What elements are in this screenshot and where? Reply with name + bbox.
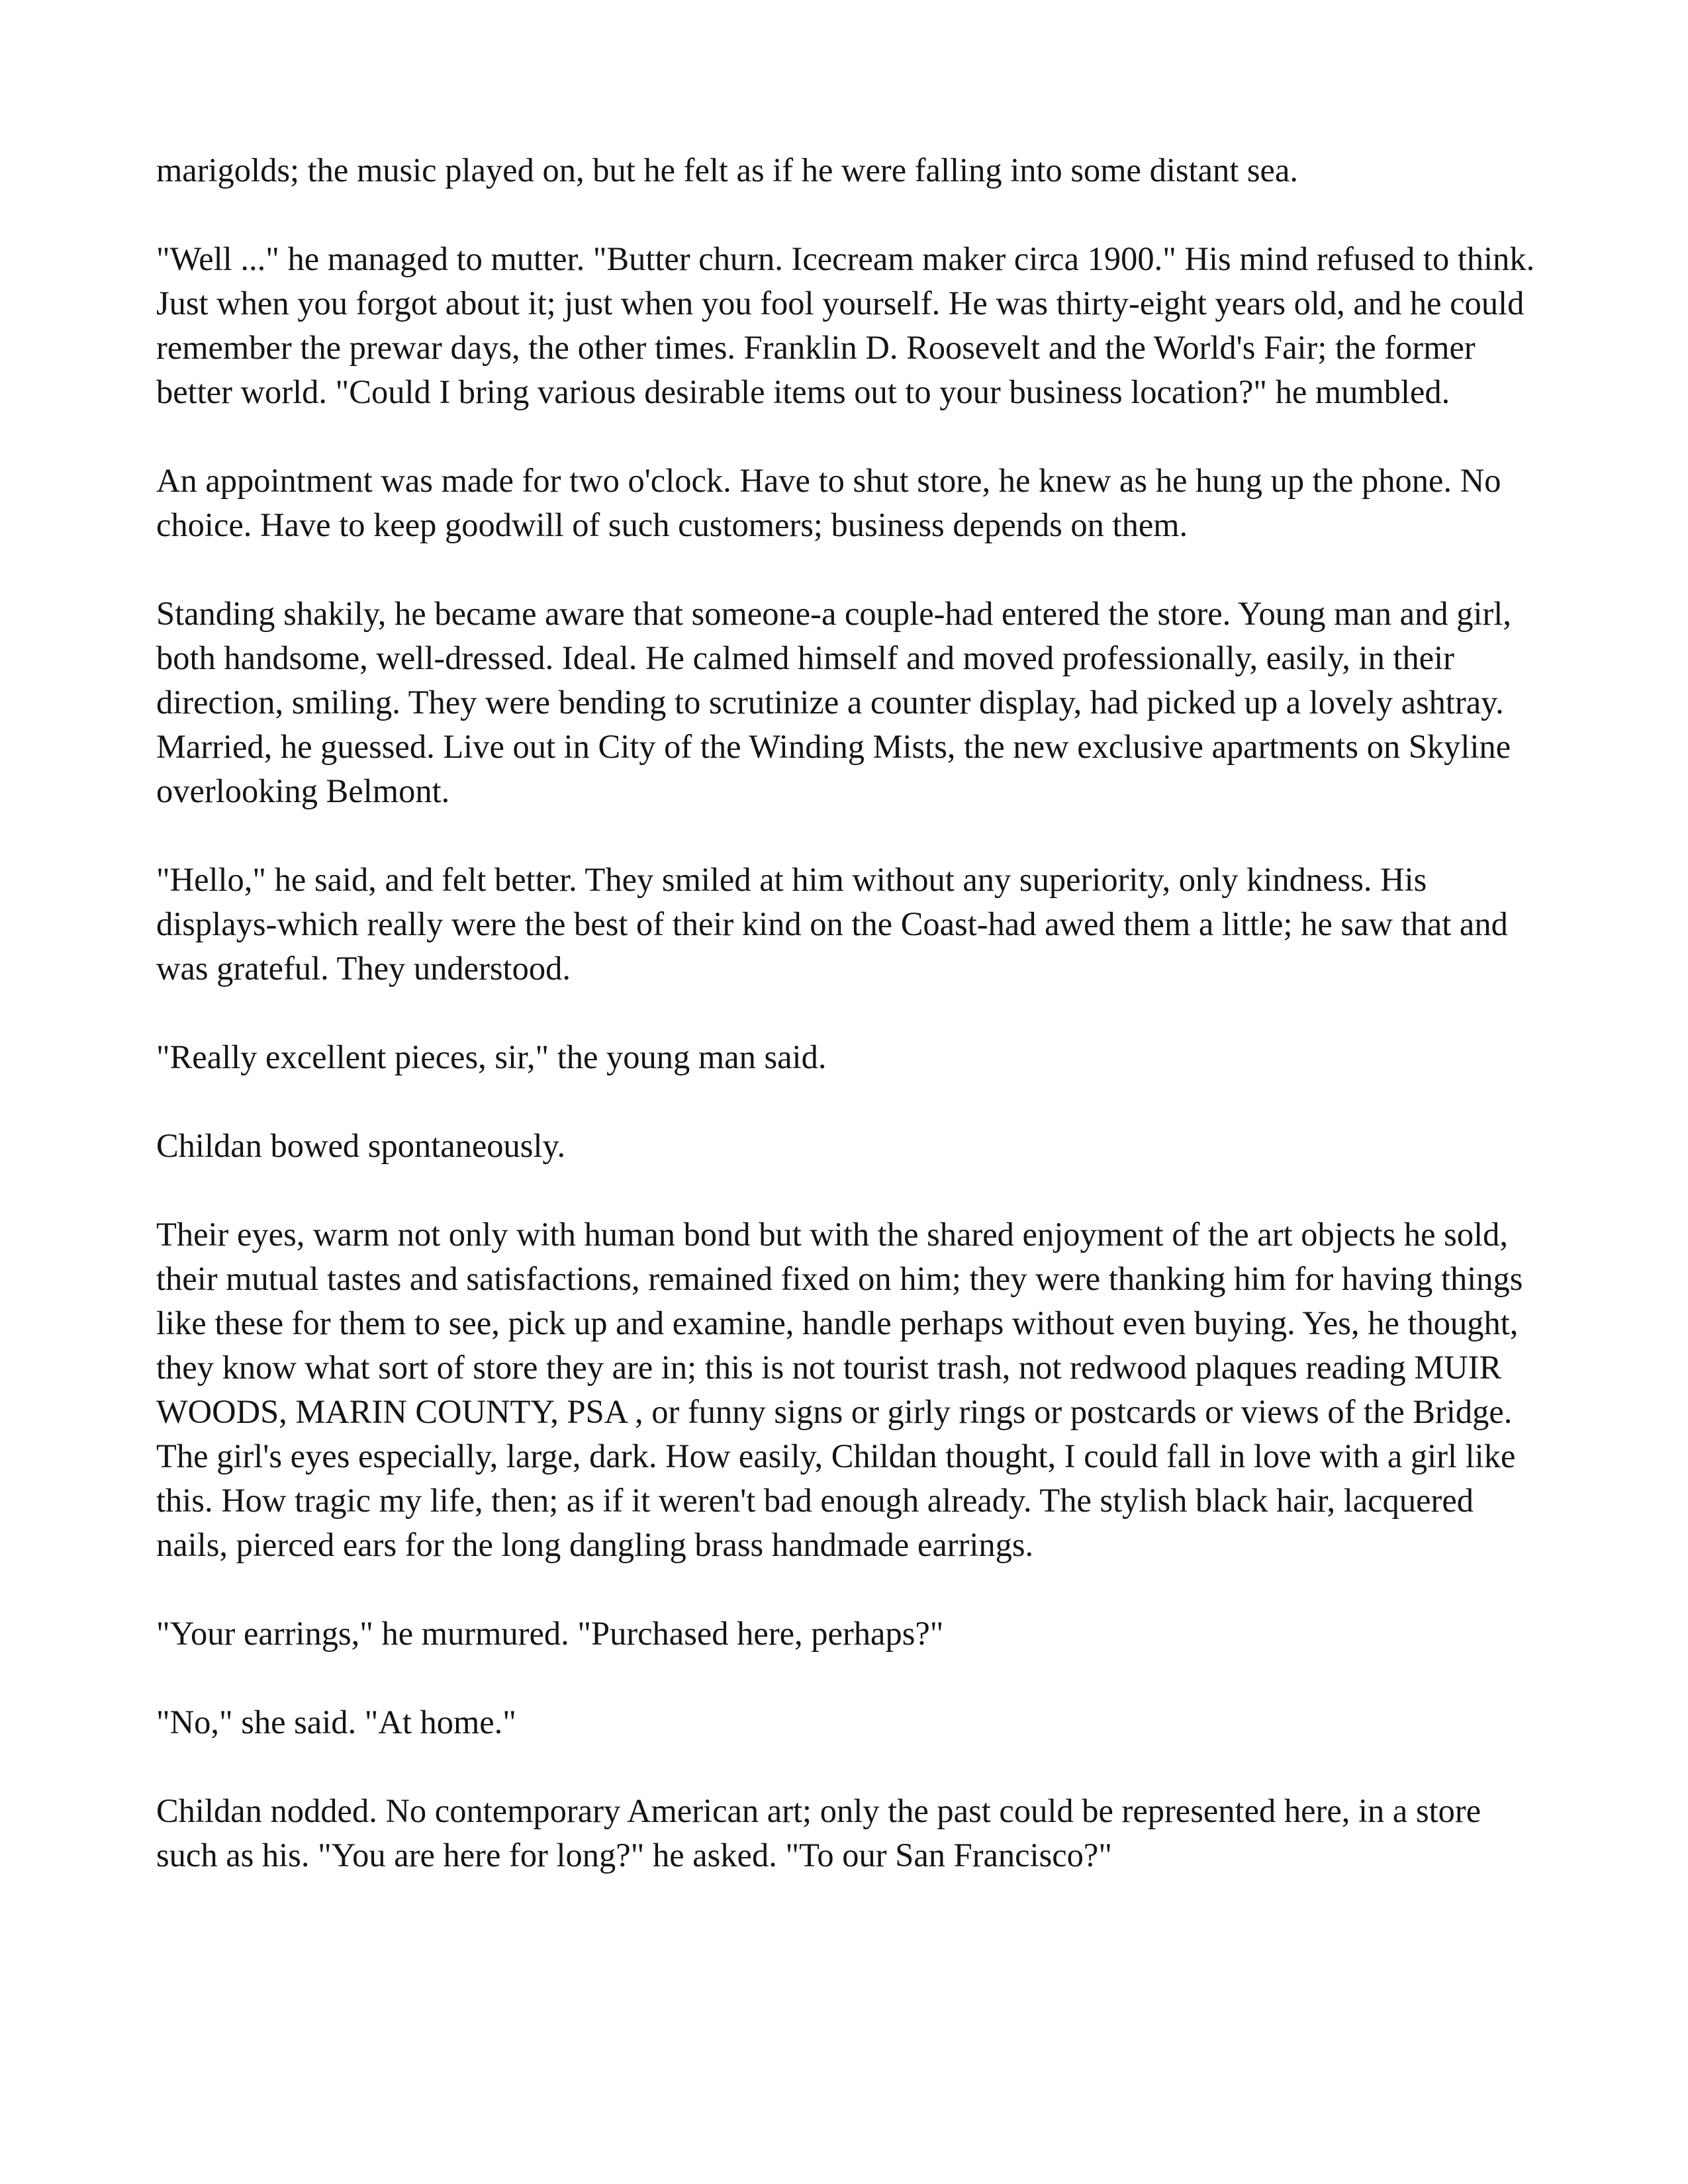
paragraph-2: "Well ..." he managed to mutter. "Butter churn. Icecream maker circa 1900." His mind refused to think. Just when you forgot about it; just when you fool yourself. He was thirty-eight years old, and he could remember the prewar days, the other times. Franklin D. Roosevelt and the World's Fair; the former better world. "Could I bring various desirable items out to your business location?" he mumbled. xyxy=(156,240,1535,410)
paragraph-6: "Really excellent pieces, sir," the young man said. xyxy=(156,1038,827,1075)
paragraph-11: Childan nodded. No contemporary American art; only the past could be represented here, in a store such as his. "You are here for long?" he asked. "To our San Francisco?" xyxy=(156,1792,1481,1874)
paragraph-3: An appointment was made for two o'clock. Have to shut store, he knew as he hung up the phone. No choice. Have to keep goodwill of such customers; business depends on them. xyxy=(156,462,1501,543)
text-body xyxy=(156,148,1540,1922)
paragraph-10: "No," she said. "At home." xyxy=(156,1704,516,1741)
paragraph-1: marigolds; the music played on, but he felt as if he were falling into some distant sea. xyxy=(156,152,1298,189)
paragraph-7: Childan bowed spontaneously. xyxy=(156,1127,566,1164)
paragraph-5: "Hello," he said, and felt better. They smiled at him without any superiority, only kindness. His displays-which really were the best of their kind on the Coast-had awed them a little; he saw that and was grateful. They understood. xyxy=(156,861,1508,987)
paragraph-4: Standing shakily, he became aware that someone-a couple-had entered the store. Young man and girl, both handsome, well-dressed. Ideal. He calmed himself and moved professionally, easily, in their direction, smiling. They were bending to scrutinize a counter display, had picked up a lovely ashtray. Married, he guessed. Live out in City of the Winding Mists, the new exclusive apartments on Skyline overlooking Belmont. xyxy=(156,595,1511,809)
paragraph-8: Their eyes, warm not only with human bond but with the shared enjoyment of the art objects he sold, their mutual tastes and satisfactions, remained fixed on him; they were thanking him for having things like these for them to see, pick up and examine, handle perhaps without even buying. Yes, he thought, they know what sort of store they are in; this is not tourist trash, not redwood plaques reading MUIR WOODS, MARIN COUNTY, PSA , or funny signs or girly rings or postcards or views of the Bridge. The girl's eyes especially, large, dark. How easily, Childan thought, I could fall in love with a girl like this. How tragic my life, then; as if it weren't bad enough already. The stylish black hair, lacquered nails, pierced ears for the long dangling brass handmade earrings. xyxy=(156,1216,1523,1563)
paragraph-9: "Your earrings," he murmured. "Purchased here, perhaps?" xyxy=(156,1615,944,1652)
